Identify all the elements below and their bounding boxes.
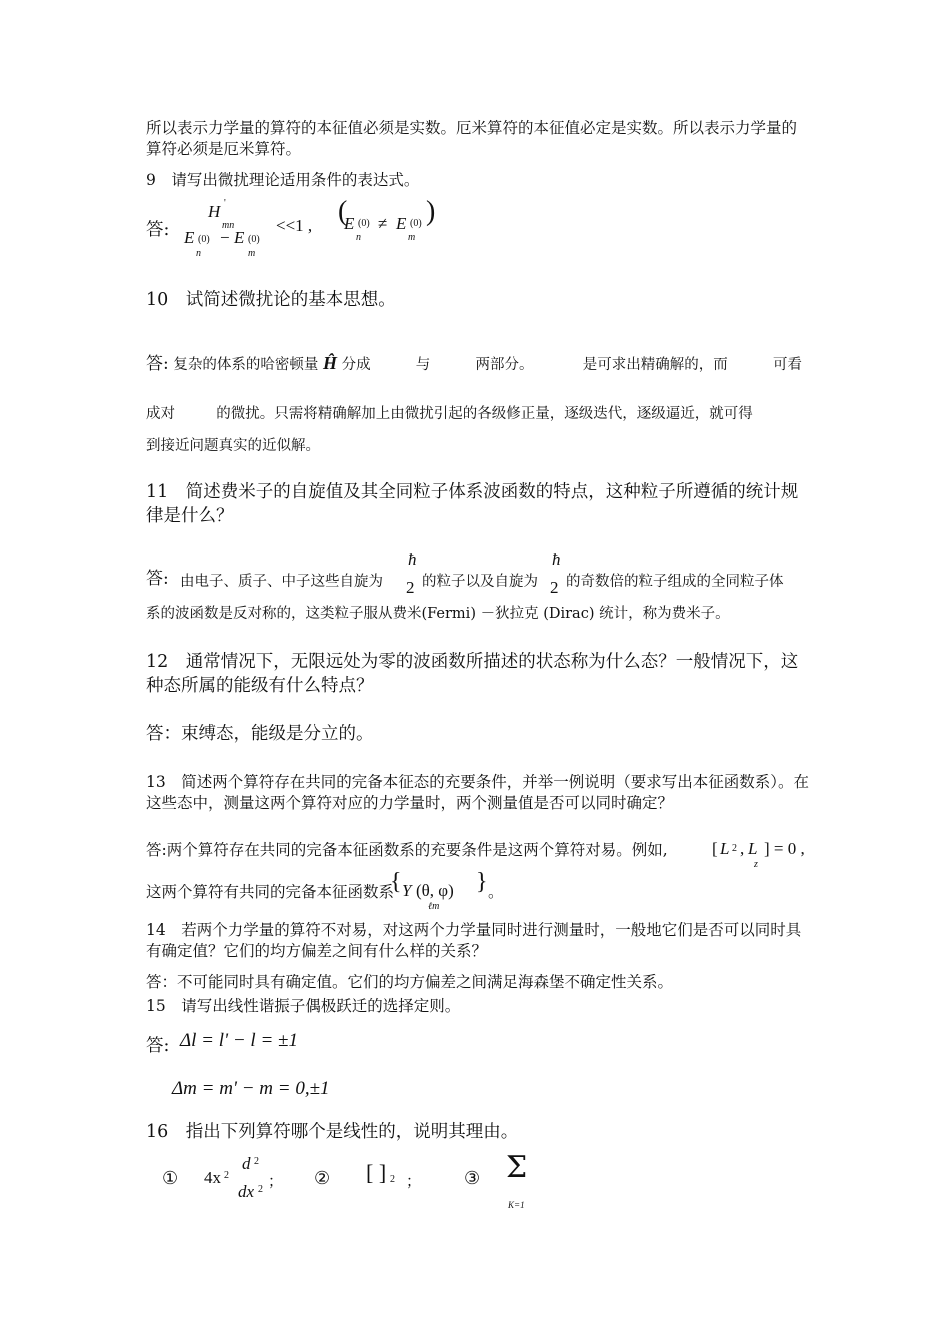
question-12: 12 通常情况下，无限远处为零的波函数所描述的状态称为什么态？一般情况下，这种态所属的能级有什么特点？ <box>146 652 799 696</box>
question-9: 9 请写出微扰理论适用条件的表达式。 <box>146 171 420 189</box>
answer-11-line2: 系的波函数是反对称的，这类粒子服从费米(Fermi) －狄拉克 (Dirac) 统计，称为费米子。 <box>146 606 730 622</box>
answer-13-line1: 答:两个算符存在共同的完备本征函数系的充要条件是这两个算符对易。例如, [ L 2 , L z ] = 0 , <box>146 839 805 870</box>
answer-10-line1: 答: 复杂的体系的哈密顿量 Ĥ 分成 与 两部分。 是可求出精确解的，而 可看 <box>146 353 802 374</box>
summation-sigma: Σ <box>506 1150 528 1185</box>
fraction-numerator-h: H <box>208 202 221 221</box>
answer-15-label: 答: <box>146 1036 170 1056</box>
item-2-marker: ② <box>314 1168 331 1189</box>
angular-momentum-squared: L <box>720 839 730 858</box>
much-less-than-one: <<1 , <box>276 216 313 235</box>
intro-paragraph: 所以表示力学量的算符的本征值必须是实数。厄米算符的本征值必定是实数。所以表示力学量的算符必须是厄米算符。 <box>146 119 798 158</box>
hamiltonian-hat-h: Ĥ <box>322 353 337 373</box>
selection-rule-m: Δm = m' − m = 0,±1 <box>172 1078 330 1099</box>
selection-rule-l: Δl = l' − l = ±1 <box>180 1030 298 1051</box>
angular-momentum-z: L <box>748 839 758 858</box>
spherical-harmonic-y: Y <box>402 881 412 900</box>
operator-list: ① 4x 2 d 2 dx 2 ； ② [ ] 2 ； ③ Σ K=1 <box>162 1150 528 1210</box>
energy-condition: ( E (0) n ≠ E (0) m ) <box>338 196 436 243</box>
question-10: 10 试简述微扰论的基本思想。 <box>146 290 396 310</box>
question-13: 13 简述两个算符存在共同的完备本征态的充要条件，并举一例说明（要求写出本征函数系）。在这些态中，测量这两个算符对应的力学量时，两个测量值是否可以同时确定？ <box>146 773 809 812</box>
question-14: 14 若两个力学量的算符不对易，对这两个力学量同时进行测量时，一般地它们是否可以同时具有确定值？它们的均方偏差之间有什么样的关系？ <box>146 921 802 960</box>
question-15: 15 请写出线性谐振子偶极跃迁的选择定则。 <box>146 997 461 1015</box>
item-1-marker: ① <box>162 1168 179 1189</box>
question-11: 11 简述费米子的自旋值及其全同粒子体系波函数的特点，这种粒子所遵循的统计规律是什么？ <box>146 482 799 526</box>
answer-10-line3: 到接近问题真实的近似解。 <box>146 438 320 454</box>
answer-13-line2: 这两个算符有共同的完备本征函数系 { Y ℓm (θ, φ) } 。 <box>146 869 504 912</box>
answer-12: 答：束缚态，能级是分立的。 <box>146 724 374 744</box>
answer-10-line2: 成对 的微扰。只需将精确解加上由微扰引起的各级修正量，逐级迭代，逐级逼近，就可得 <box>146 406 753 422</box>
perturbation-fraction: H ' mn E (0) n − E (0) m <box>184 198 260 259</box>
question-16: 16 指出下列算符哪个是线性的，说明其理由。 <box>146 1122 519 1142</box>
answer-14: 答：不可能同时具有确定值。它们的均方偏差之间满足海森堡不确定性关系。 <box>146 973 674 991</box>
item-3-marker: ③ <box>464 1168 481 1189</box>
answer-9-label: 答: <box>146 220 170 240</box>
hbar-numerator-2: ħ <box>552 550 561 569</box>
hbar-numerator-1: ħ <box>408 550 417 569</box>
